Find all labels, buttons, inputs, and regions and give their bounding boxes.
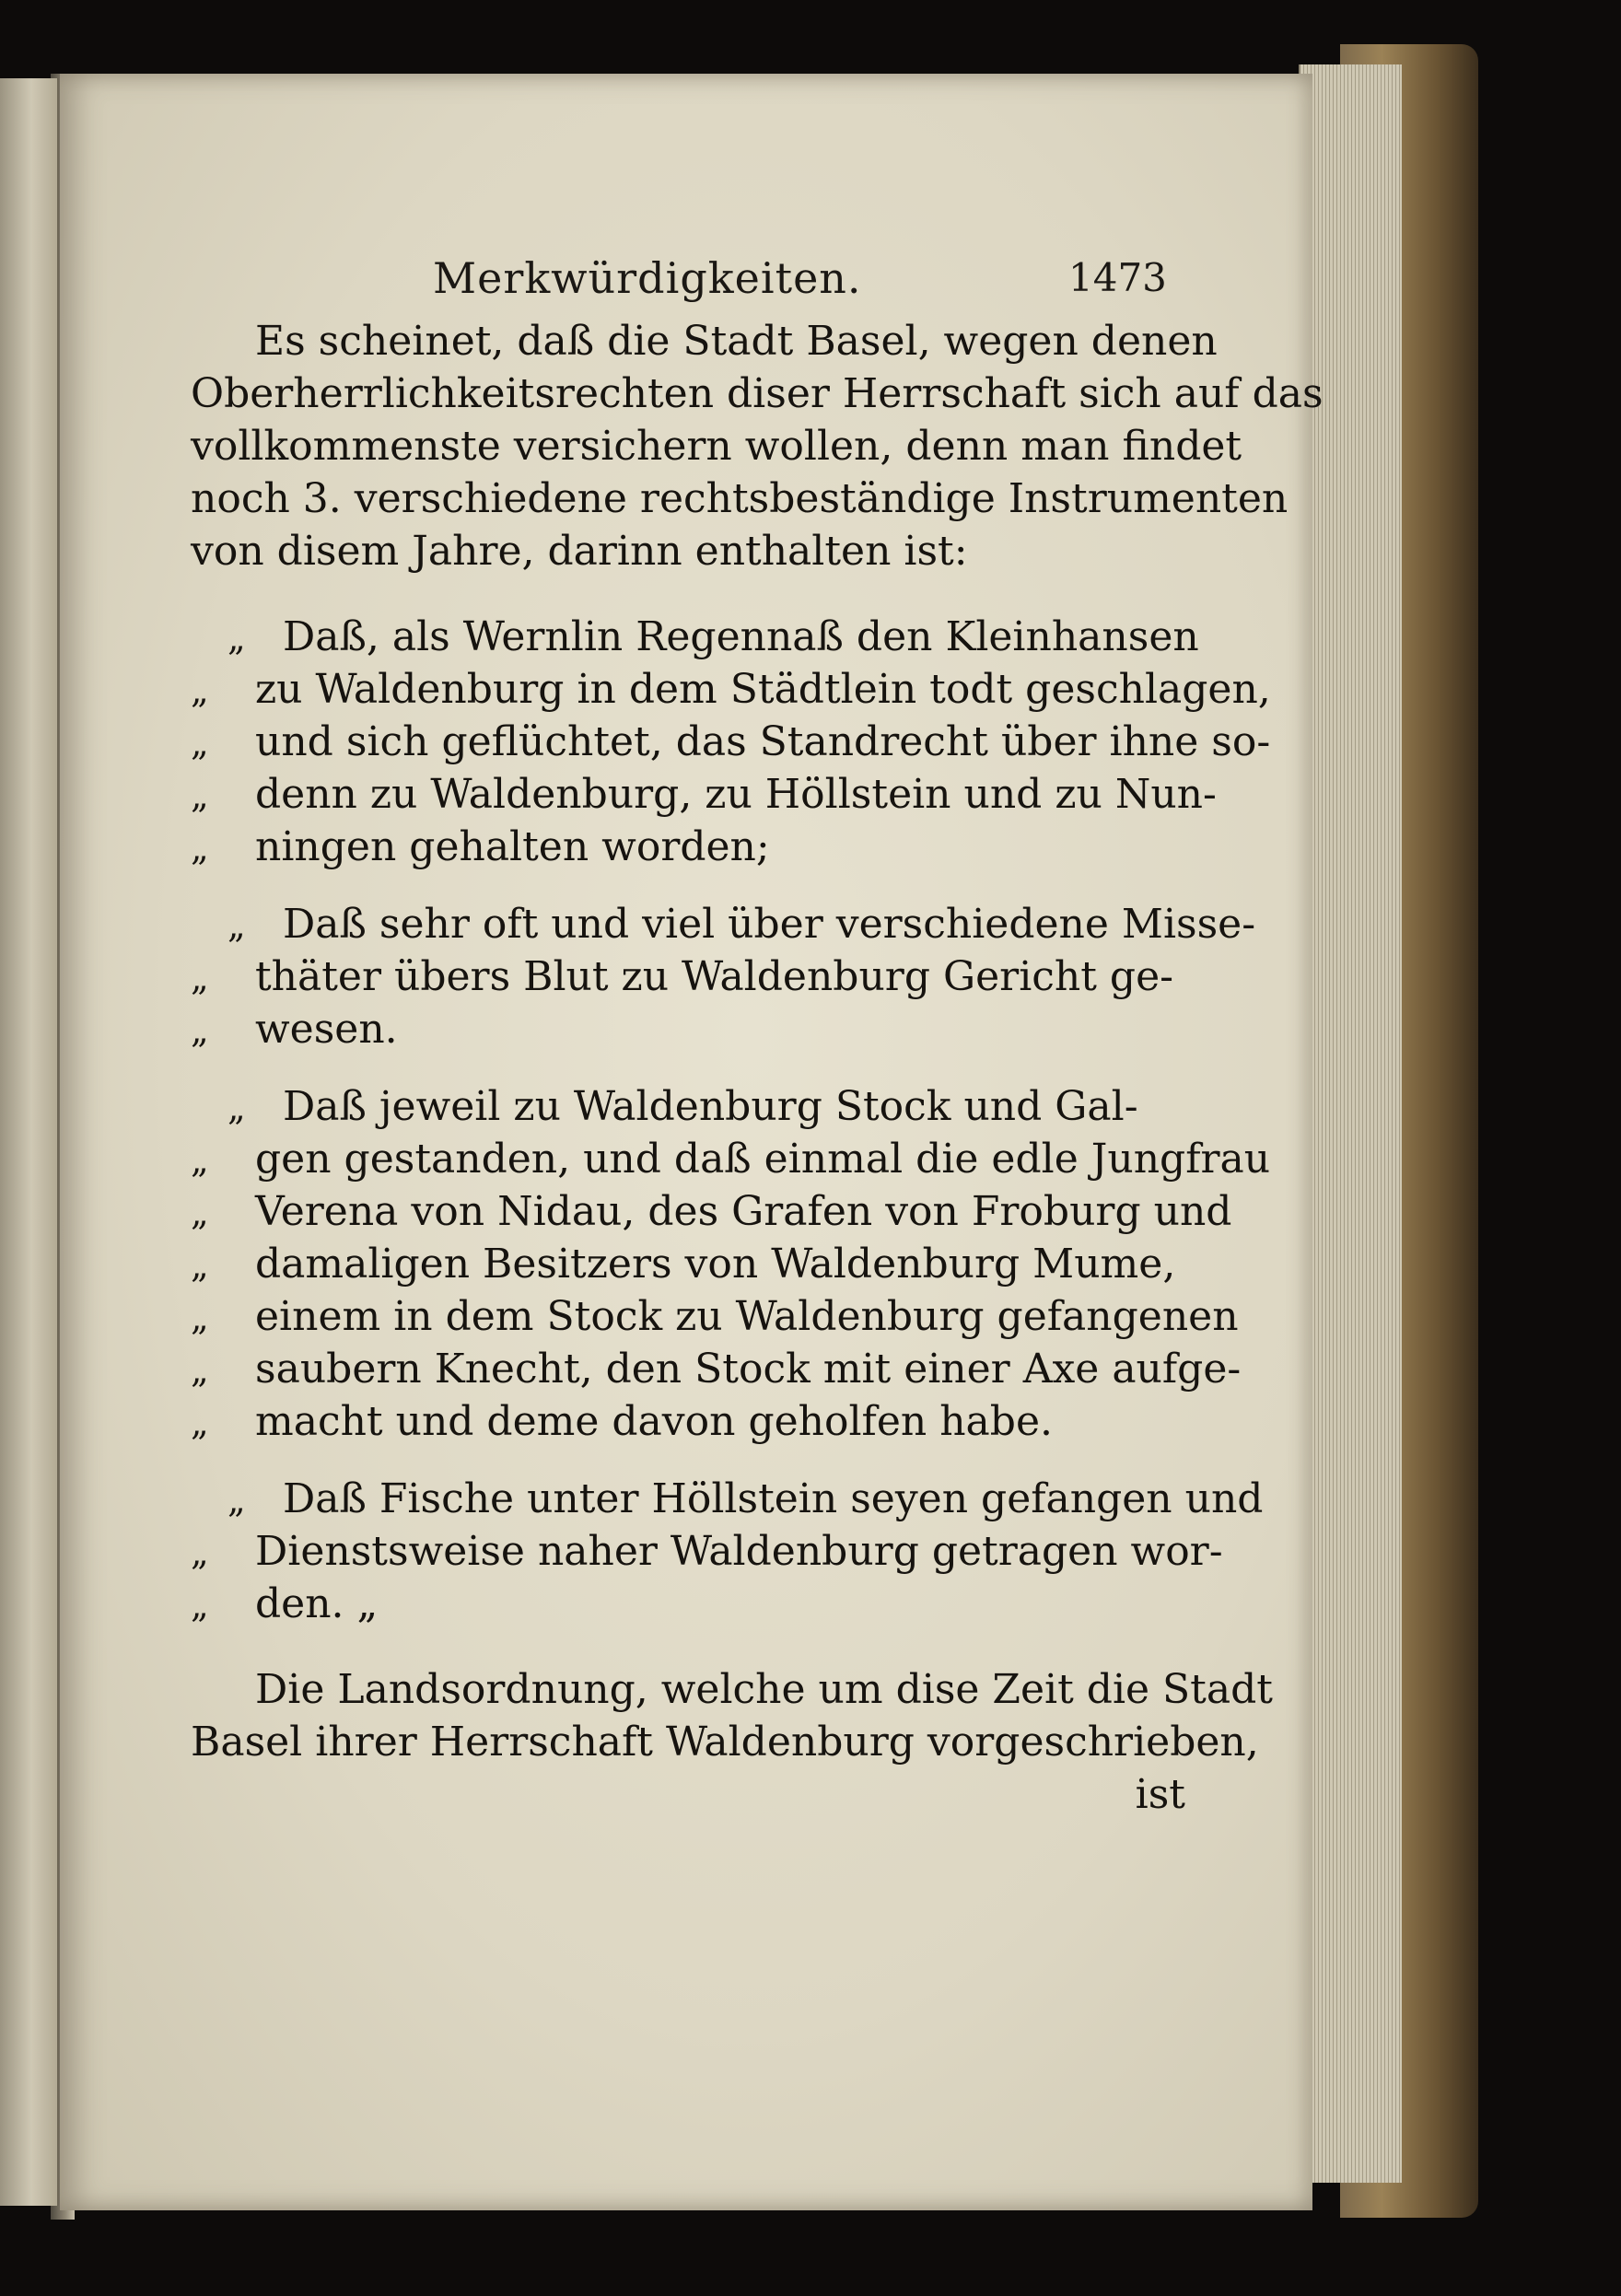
text-line: noch 3. verschiedene rechtsbeständige Instrumenten: [191, 475, 1289, 522]
quote-line: [191, 716, 1271, 768]
quote-line: [191, 1238, 1190, 1290]
quote-mark: „: [191, 775, 209, 816]
quote-mark: „: [191, 1245, 209, 1286]
quote-text: denn zu Waldenburg, zu Höllstein und zu Nun-: [255, 771, 1217, 818]
quote-mark: „: [191, 958, 209, 998]
quote-text: Daß, als Wernlin Regennaß den Kleinhansen: [283, 613, 1199, 660]
quote-line: [191, 1133, 1271, 1185]
text-line: Oberherrlichkeitsrechten diser Herrschaft sich auf das: [191, 370, 1324, 417]
quote-mark: „: [191, 723, 209, 763]
running-title: Merkwürdigkeiten.: [433, 253, 862, 303]
quote-line: [191, 611, 1199, 663]
quote-line: [191, 1003, 1190, 1055]
quote-block: [191, 898, 1256, 1055]
quote-mark: „: [191, 670, 209, 711]
quote-block: [191, 611, 1271, 873]
text-line: vollkommenste versichern wollen, denn man findet: [191, 423, 1242, 470]
quote-line: [191, 1473, 1264, 1525]
text-line: Es scheinet, daß die Stadt Basel, wegen denen: [255, 318, 1218, 365]
quote-text: zu Waldenburg in dem Städtlein todt geschlagen,: [255, 666, 1271, 713]
body-text: [191, 315, 1324, 1821]
text-line: Basel ihrer Herrschaft Waldenburg vorgeschrieben,: [191, 1719, 1259, 1766]
quote-text: macht und deme davon geholfen habe.: [255, 1398, 1053, 1445]
quote-mark: „: [191, 828, 209, 868]
quote-text: einem in dem Stock zu Waldenburg gefangenen: [255, 1293, 1239, 1340]
quote-mark: „: [191, 1298, 209, 1338]
quote-line: [191, 821, 1190, 873]
quote-block: [191, 1473, 1264, 1630]
quote-text: wesen.: [255, 1006, 398, 1053]
book-page: [60, 74, 1324, 2210]
quote-text: und sich geflüchtet, das Standrecht über ihne so-: [255, 718, 1271, 765]
quote-mark: „: [191, 1585, 209, 1626]
quote-text: Daß sehr oft und viel über verschiedene Misse-: [283, 901, 1256, 948]
quote-line: [191, 898, 1256, 950]
quote-text: den. „: [255, 1580, 379, 1627]
quote-line: [191, 1525, 1223, 1578]
quote-line: [191, 663, 1271, 716]
quote-mark: „: [191, 1403, 209, 1443]
previous-page-edge: [0, 78, 59, 2206]
quote-line: [191, 1395, 1190, 1448]
text-line: Die Landsordnung, welche um dise Zeit die Stadt: [255, 1666, 1273, 1713]
quote-line: [191, 1290, 1239, 1343]
quote-line: [191, 1185, 1232, 1238]
quote-mark: „: [227, 1088, 246, 1128]
quote-text: Verena von Nidau, des Grafen von Froburg und: [255, 1188, 1232, 1235]
quote-line: [191, 768, 1217, 821]
quote-mark: „: [191, 1350, 209, 1391]
quote-text: Dienstsweise naher Waldenburg getragen wor-: [255, 1528, 1223, 1575]
text-line: von disem Jahre, darinn enthalten ist:: [191, 528, 968, 575]
quote-text: ningen gehalten worden;: [255, 823, 770, 870]
quote-mark: „: [227, 905, 246, 946]
quote-line: [191, 950, 1190, 1003]
quote-mark: „: [191, 1140, 209, 1181]
quote-line: [191, 1080, 1190, 1133]
quote-text: saubern Knecht, den Stock mit einer Axe aufge-: [255, 1346, 1242, 1393]
quote-block: [191, 1080, 1271, 1448]
quote-text: Daß jeweil zu Waldenburg Stock und Gal-: [283, 1083, 1138, 1130]
quote-text: Daß Fische unter Höllstein seyen gefangen und: [283, 1475, 1264, 1522]
quote-text: damaligen Besitzers von Waldenburg Mume,: [255, 1241, 1176, 1288]
quote-line: [191, 1343, 1242, 1395]
quote-text: thäter übers Blut zu Waldenburg Gericht ge-: [255, 953, 1174, 1000]
quote-text: gen gestanden, und daß einmal die edle Jungfrau: [255, 1136, 1271, 1183]
quote-mark: „: [227, 618, 246, 658]
page-header: [60, 253, 1312, 318]
quote-line: [191, 1578, 1190, 1630]
quote-mark: „: [191, 1193, 209, 1233]
page-number: 1473: [1068, 255, 1167, 300]
quote-mark: „: [191, 1533, 209, 1573]
quote-mark: „: [227, 1480, 246, 1521]
quote-mark: „: [191, 1010, 209, 1051]
catchword: ist: [1135, 1771, 1185, 1818]
